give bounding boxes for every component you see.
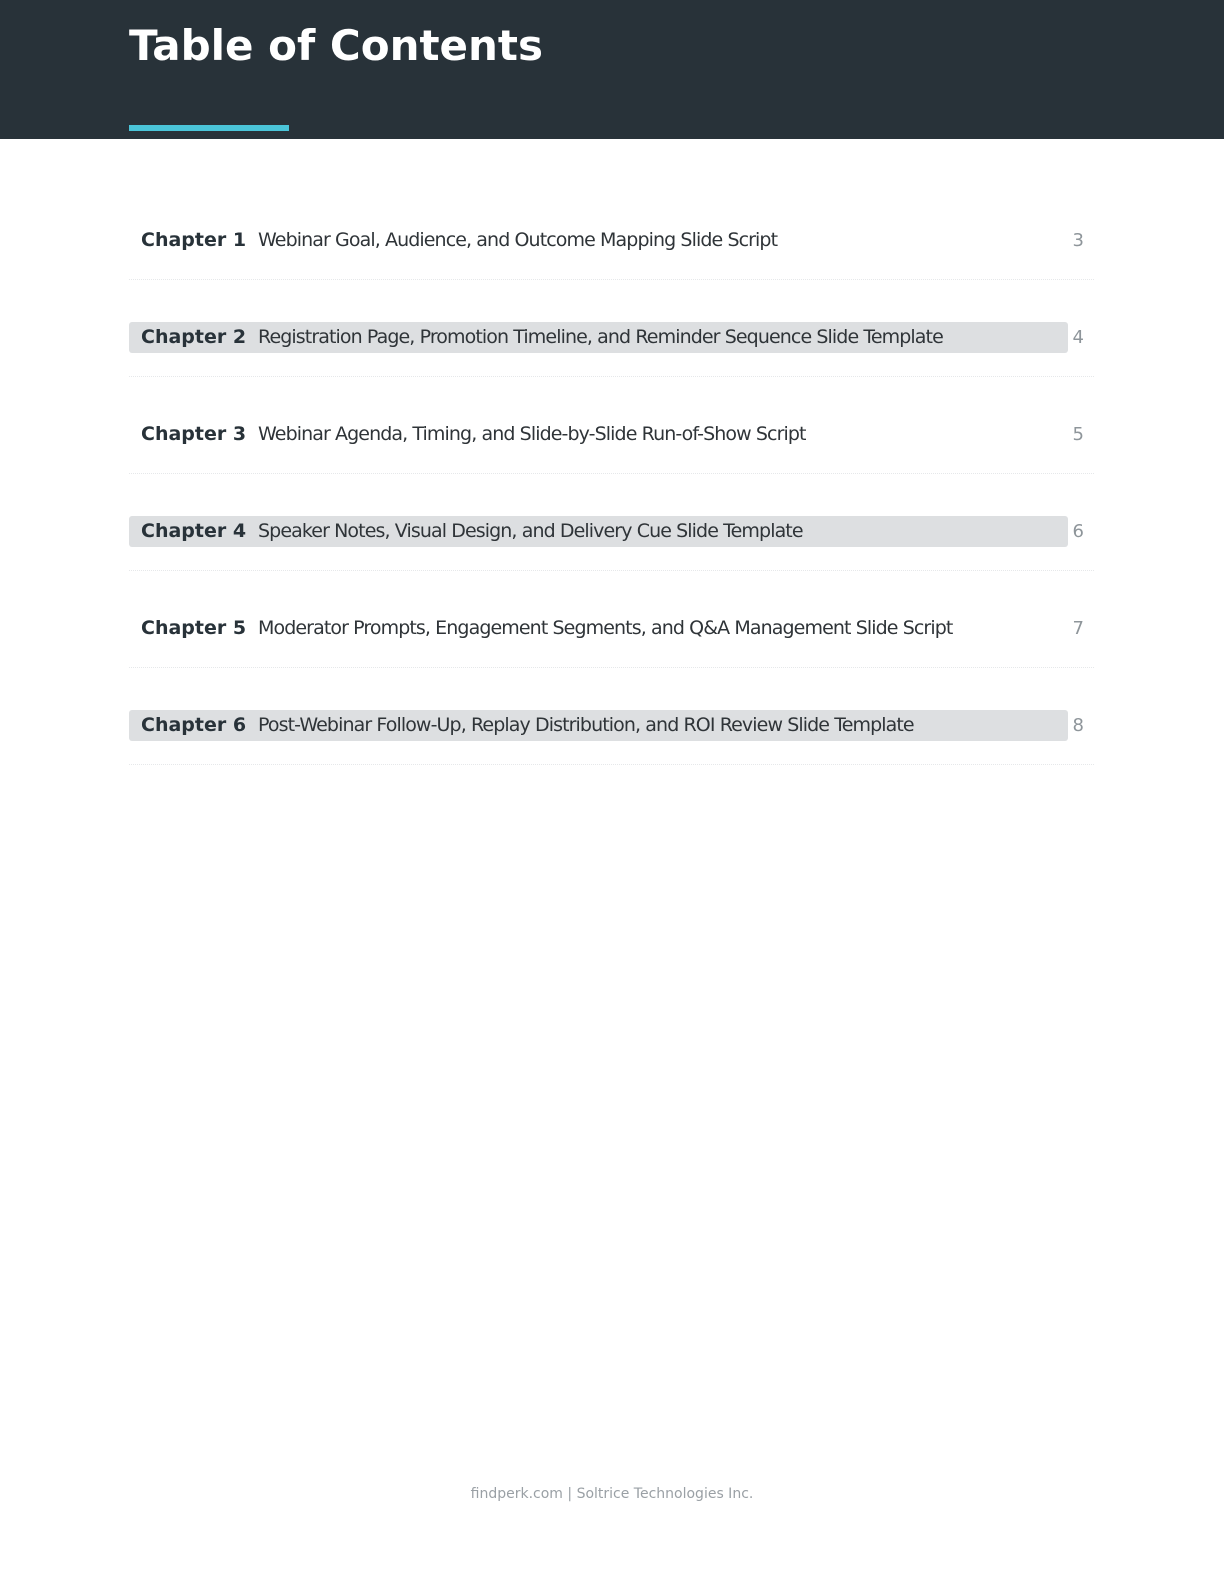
toc-entry[interactable] (129, 484, 1094, 581)
page-footer: findperk.com | Soltrice Technologies Inc. (470, 1486, 754, 1502)
toc-page-number: 5 (1072, 424, 1084, 445)
toc-chapter-title[interactable]: Webinar Agenda, Timing, and Slide-by-Slide Run-of-Show Script (258, 423, 806, 445)
toc-chapter-title[interactable]: Registration Page, Promotion Timeline, and Reminder Sequence Slide Template (258, 326, 943, 348)
toc-chapter-number: Chapter 2 (141, 326, 247, 348)
toc-entry-row (129, 322, 1068, 353)
toc-entry[interactable] (129, 193, 1094, 290)
toc-chapter-number: Chapter 1 (141, 229, 247, 251)
toc-divider (129, 667, 1094, 668)
toc-chapter-title[interactable]: Webinar Goal, Audience, and Outcome Mapping Slide Script (258, 229, 778, 251)
toc-entry[interactable] (129, 290, 1094, 387)
toc-divider (129, 279, 1094, 280)
toc-entry[interactable] (129, 581, 1094, 678)
toc-page-number: 6 (1072, 521, 1084, 542)
toc-entry-row (129, 613, 1068, 644)
toc-page-number: 4 (1072, 327, 1084, 348)
toc-page-number: 3 (1072, 230, 1084, 251)
toc-chapter-number: Chapter 5 (141, 617, 247, 639)
toc-entry-row (129, 710, 1068, 741)
toc-divider (129, 376, 1094, 377)
page-title: Table of Contents (129, 21, 544, 70)
table-of-contents (129, 193, 1094, 775)
toc-chapter-title[interactable]: Speaker Notes, Visual Design, and Delivery Cue Slide Template (258, 520, 803, 542)
toc-entry-row (129, 516, 1068, 547)
toc-divider (129, 764, 1094, 765)
toc-chapter-number: Chapter 4 (141, 520, 247, 542)
toc-divider (129, 570, 1094, 571)
toc-entry[interactable] (129, 387, 1094, 484)
toc-page-number: 8 (1072, 715, 1084, 736)
toc-chapter-number: Chapter 6 (141, 714, 247, 736)
page-header (0, 0, 1224, 139)
toc-entry[interactable] (129, 678, 1094, 775)
title-accent-bar (129, 125, 289, 131)
toc-divider (129, 473, 1094, 474)
toc-entry-row (129, 419, 1068, 450)
toc-chapter-title[interactable]: Post-Webinar Follow-Up, Replay Distribution, and ROI Review Slide Template (258, 714, 914, 736)
toc-chapter-number: Chapter 3 (141, 423, 247, 445)
toc-page-number: 7 (1072, 618, 1084, 639)
toc-entry-row (129, 225, 1068, 256)
toc-chapter-title[interactable]: Moderator Prompts, Engagement Segments, and Q&A Management Slide Script (258, 617, 953, 639)
